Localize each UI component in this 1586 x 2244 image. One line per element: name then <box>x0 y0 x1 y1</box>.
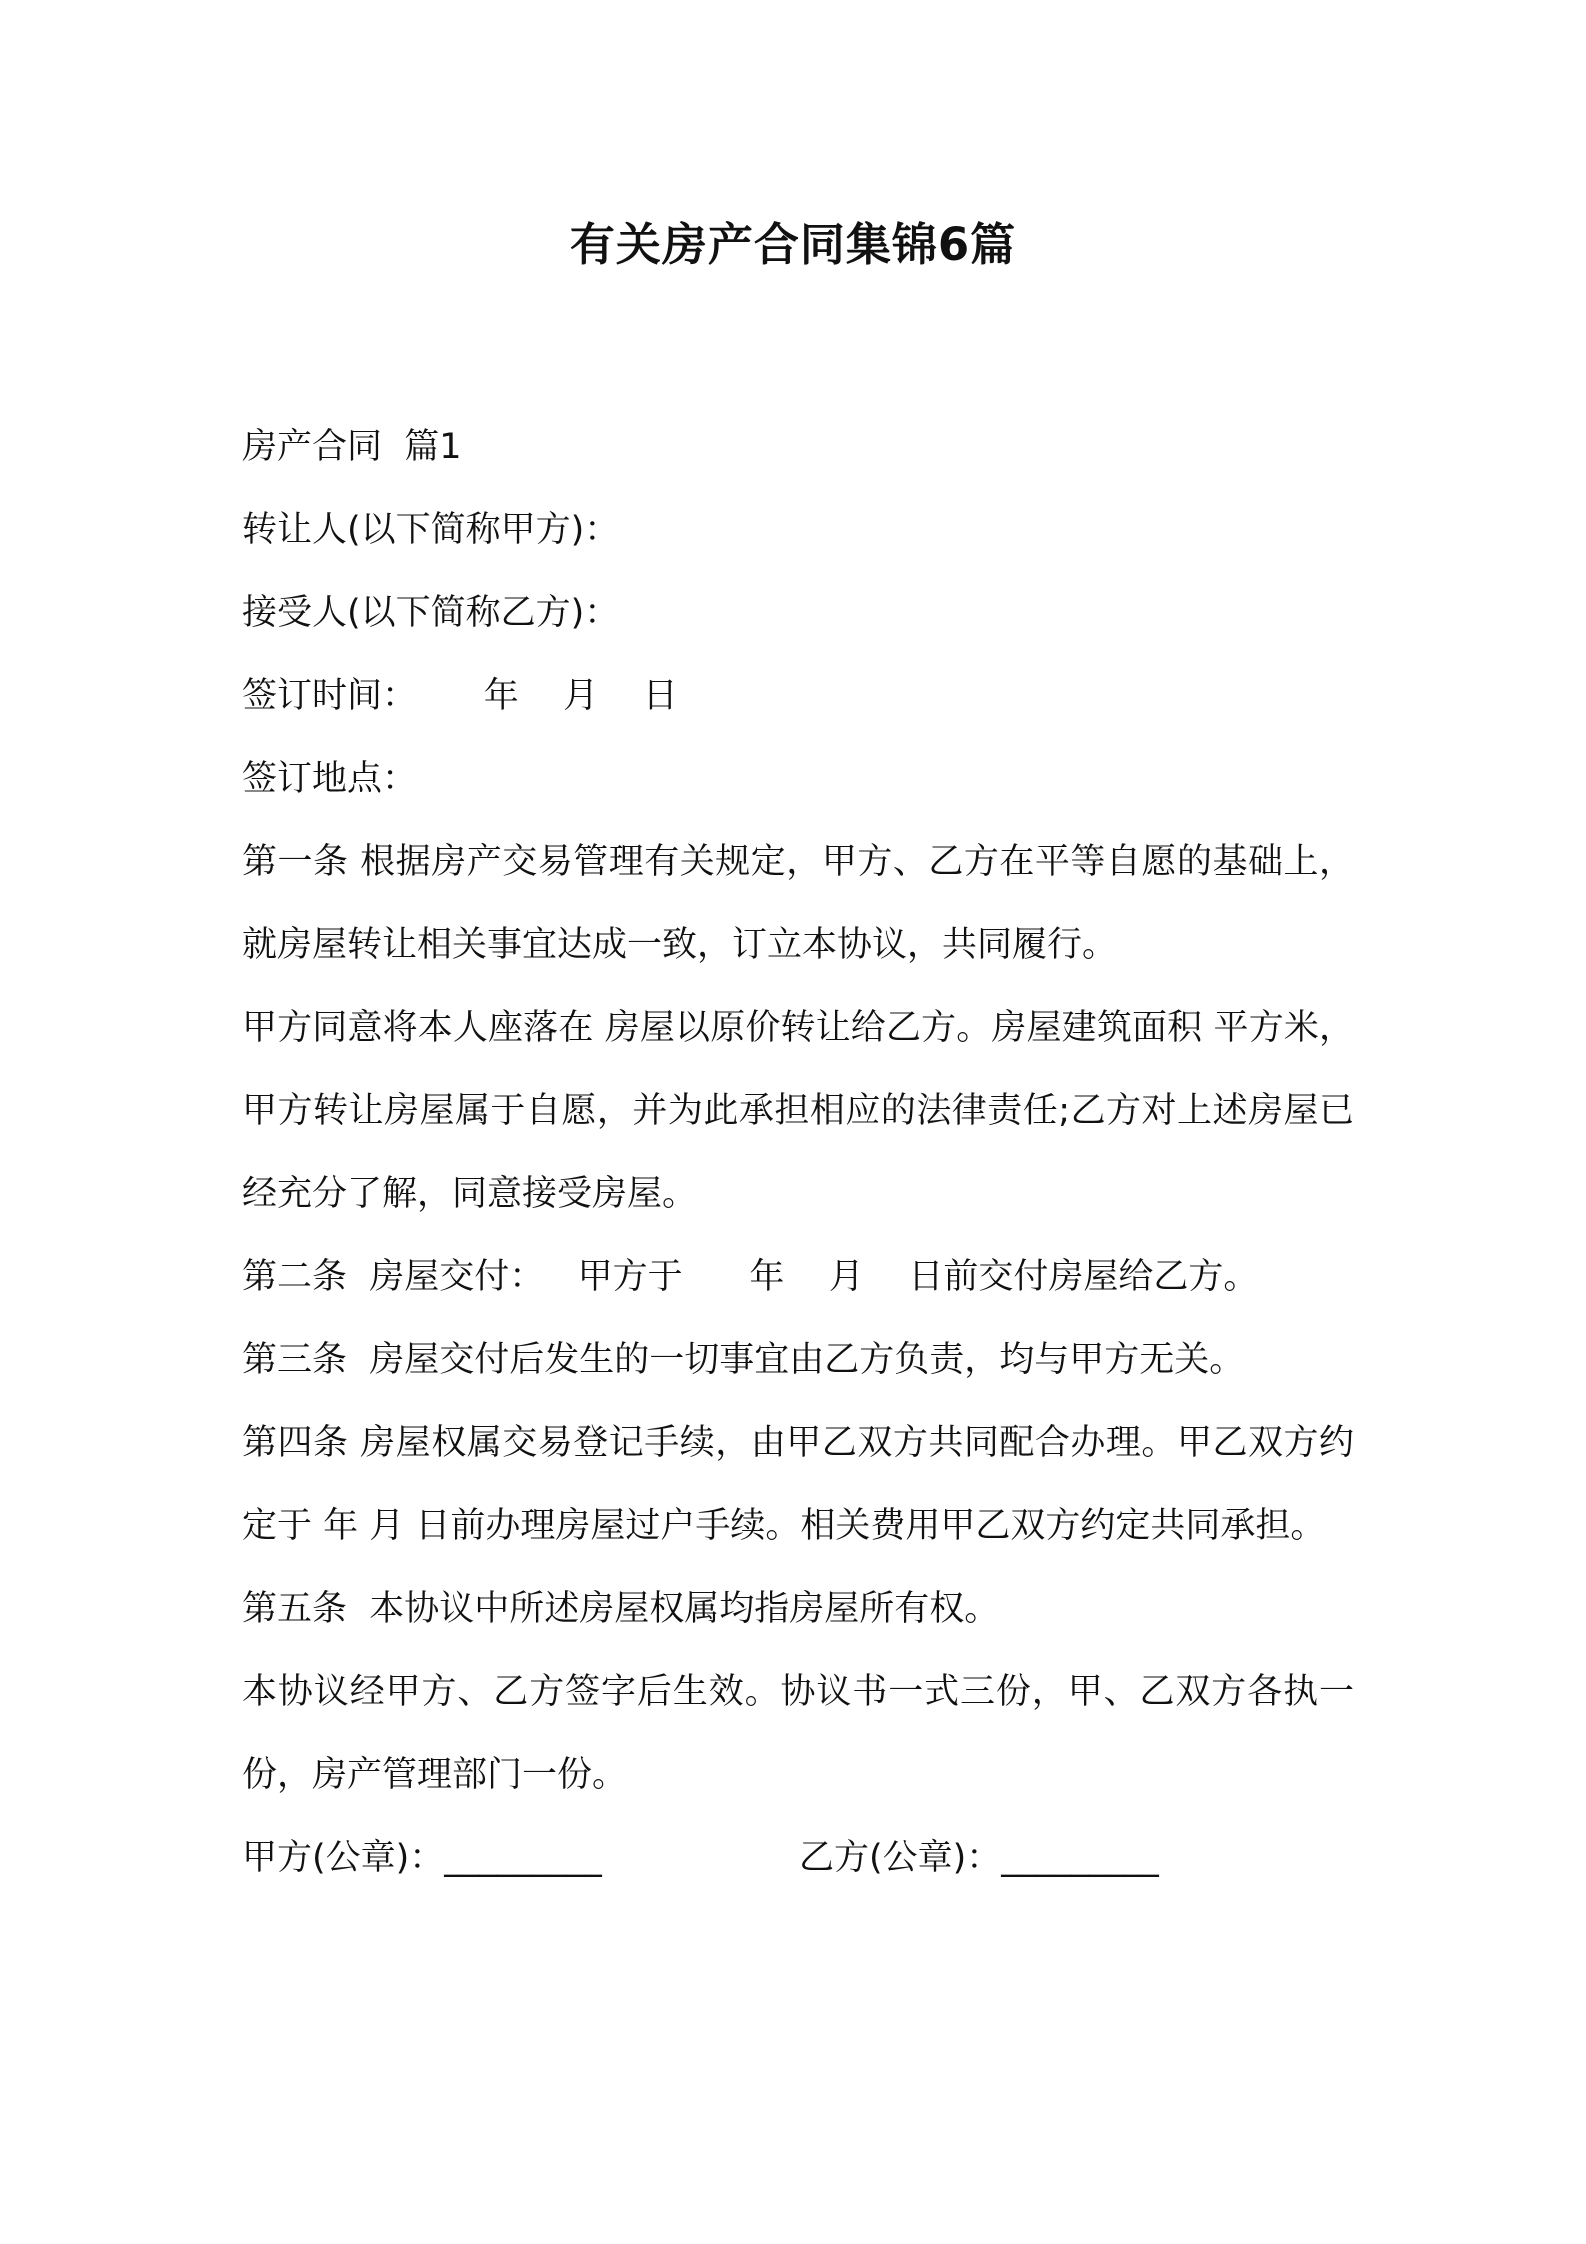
signature-row <box>242 1817 1354 1900</box>
transferee-line: 接受人(以下简称乙方)： <box>242 593 620 633</box>
party-b-seal: 乙方(公章)：_________ <box>799 1838 1159 1878</box>
section-heading: 房产合同 篇1 <box>242 427 462 467</box>
paragraph-2: 甲方同意将本人座落在 房屋以原价转让给乙方。房屋建筑面积 平方米，甲方转让房屋属于自愿，并为此承担相应的法律责任;乙方对上述房屋已经充分了解，同意接受房屋。 <box>242 1008 1354 1214</box>
sign-date-line: 签订时间： 年 月 日 <box>242 676 678 716</box>
party-a-seal: 甲方(公章)：_________ <box>242 1838 602 1878</box>
article-1: 第一条 根据房产交易管理有关规定，甲方、乙方在平等自愿的基础上，就房屋转让相关事宜达成一致，订立本协议，共同履行。 <box>242 842 1354 965</box>
sign-place-line: 签订地点： <box>242 759 418 799</box>
article-4: 第四条 房屋权属交易登记手续，由甲乙双方共同配合办理。甲乙双方约定于 年 月 日前办理房屋过户手续。相关费用甲乙双方约定共同承担。 <box>242 1423 1354 1546</box>
document-title: 有关房产合同集锦6篇 <box>569 218 1017 271</box>
article-2: 第二条 房屋交付： 甲方于 年 月 日前交付房屋给乙方。 <box>242 1257 1259 1297</box>
article-5: 第五条 本协议中所述房屋权属均指房屋所有权。 <box>242 1589 1000 1629</box>
transferor-line: 转让人(以下简称甲方)： <box>242 510 620 550</box>
document-body <box>242 406 1354 1900</box>
effect-clause: 本协议经甲方、乙方签字后生效。协议书一式三份，甲、乙双方各执一份，房产管理部门一份。 <box>242 1672 1354 1795</box>
article-3: 第三条 房屋交付后发生的一切事宜由乙方负责，均与甲方无关。 <box>242 1340 1245 1380</box>
